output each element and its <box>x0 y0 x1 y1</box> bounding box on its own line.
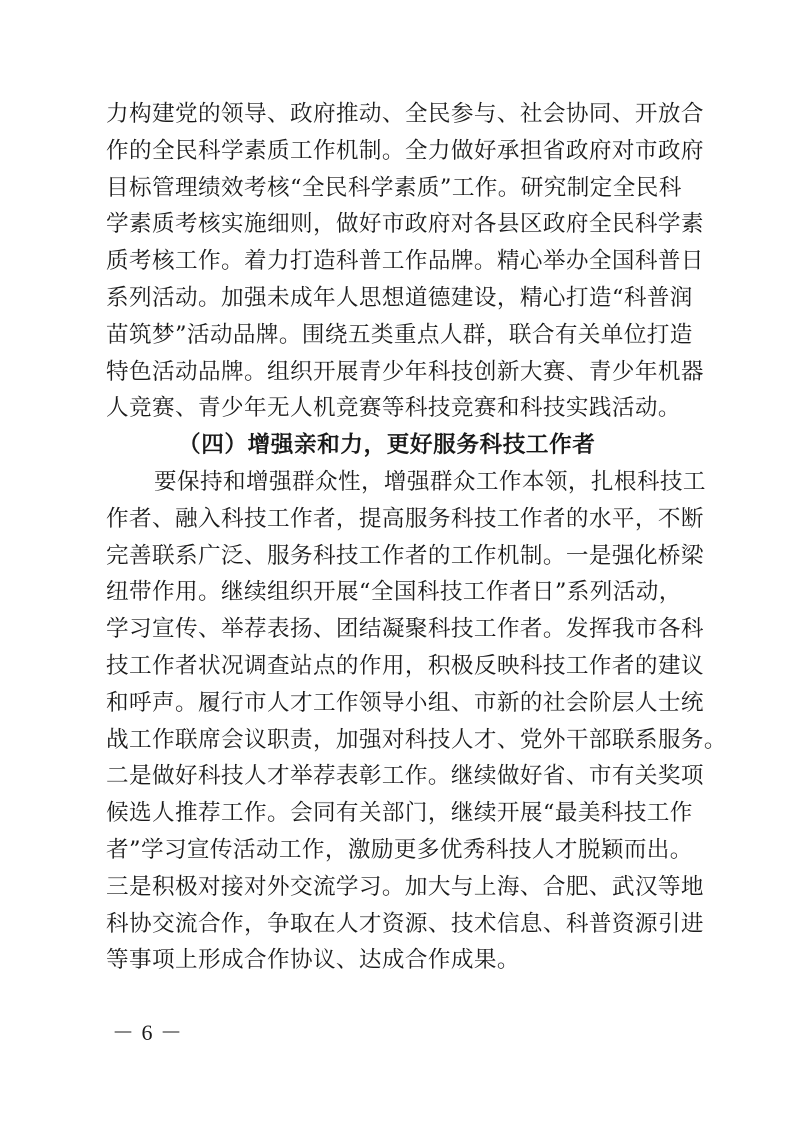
text-line: 科协交流合作，争取在人才资源、技术信息、科普资源引进 <box>106 910 704 937</box>
text-line: 候选人推荐工作。会同有关部门，继续开展“最美科技工作 <box>106 800 693 827</box>
text-line: 技工作者状况调查站点的作用，积极反映科技工作者的建议 <box>106 652 704 679</box>
text-line: 作的全民科学素质工作机制。全力做好承担省政府对市政府 <box>106 137 704 164</box>
text-line: 要保持和增强群众性，增强群众工作本领，扎根科技工 <box>154 468 706 495</box>
text-line: 纽带作用。继续组织开展“全国科技工作者日”系列活动， <box>106 579 682 606</box>
text-line: 学素质考核实施细则，做好市政府对各县区政府全民科学素 <box>106 211 704 238</box>
text-line: 苗筑梦”活动品牌。围绕五类重点人群，联合有关单位打造 <box>106 321 693 348</box>
text-line: 系列活动。加强未成年人思想道德建设，精心打造“科普润 <box>106 284 693 311</box>
text-line: 目标管理绩效考核“全民科学素质”工作。研究制定全民科 <box>106 174 682 201</box>
text-line: 等事项上形成合作协议、达成合作成果。 <box>106 947 520 974</box>
text-line: 战工作联席会议职责，加强对科技人才、党外干部联系服务。 <box>106 726 727 753</box>
text-line: 质考核工作。着力打造科普工作品牌。精心举办全国科普日 <box>106 248 704 275</box>
text-line: 作者、融入科技工作者，提高服务科技工作者的水平，不断 <box>106 505 704 532</box>
text-line: 三是积极对接对外交流学习。加大与上海、合肥、武汉等地 <box>106 873 704 900</box>
section-heading: （四）增强亲和力，更好服务科技工作者 <box>178 432 596 459</box>
text-line: 特色活动品牌。组织开展青少年科技创新大赛、青少年机器 <box>106 358 704 385</box>
text-line: 完善联系广泛、服务科技工作者的工作机制。一是强化桥梁 <box>106 542 704 569</box>
text-line: 人竞赛、青少年无人机竞赛等科技竞赛和科技实践活动。 <box>106 395 681 422</box>
document-body <box>106 96 727 979</box>
paragraph-continuation <box>106 96 704 427</box>
text-line: 学习宣传、举荐表扬、团结凝聚科技工作者。发挥我市各科 <box>106 616 704 643</box>
text-line: 二是做好科技人才举荐表彰工作。继续做好省、市有关奖项 <box>106 763 704 790</box>
text-line: 力构建党的领导、政府推动、全民参与、社会协同、开放合 <box>106 101 704 127</box>
page-number: － 6 － <box>112 1020 184 1045</box>
text-line: 和呼声。履行市人才工作领导小组、市新的社会阶层人士统 <box>106 689 704 716</box>
paragraph-serve-scientists <box>106 464 727 979</box>
text-line: 者”学习宣传活动工作，激励更多优秀科技人才脱颖而出。 <box>106 836 693 863</box>
